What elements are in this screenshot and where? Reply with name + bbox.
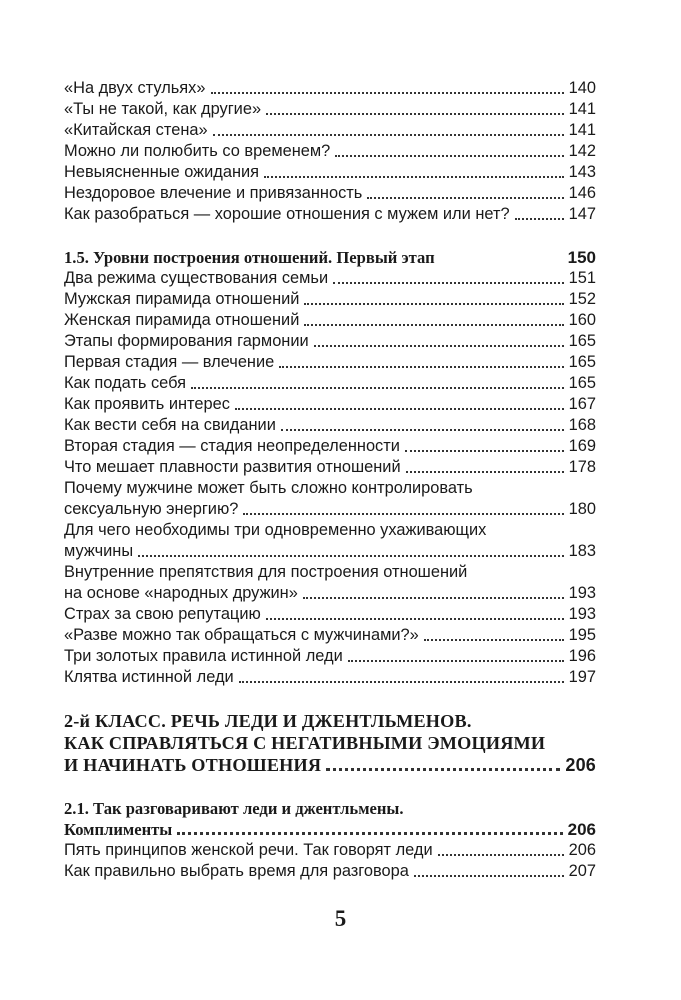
spacer xyxy=(64,688,596,710)
entry-title: Женская пирамида отношений xyxy=(64,311,300,329)
toc-entry[interactable] xyxy=(64,99,596,120)
entry-line: мужчины xyxy=(64,542,134,560)
toc-entry[interactable] xyxy=(64,457,596,478)
entry-title: Нездоровое влечение и привязанность xyxy=(64,184,363,202)
toc-entry[interactable] xyxy=(64,162,596,183)
page-ref: 207 xyxy=(568,862,596,880)
entry-title: Пять принципов женской речи. Так говорят леди xyxy=(64,841,433,859)
toc-entry[interactable] xyxy=(64,667,596,688)
entry-title: Как проявить интерес xyxy=(64,395,230,413)
toc-entry[interactable] xyxy=(64,436,596,457)
toc-group-3 xyxy=(64,604,596,688)
toc-entry-multiline[interactable] xyxy=(64,478,596,520)
toc-entry[interactable] xyxy=(64,415,596,436)
toc-group-1 xyxy=(64,78,596,225)
leader xyxy=(367,197,563,199)
leader xyxy=(438,854,564,856)
entry-title: «На двух стульях» xyxy=(64,79,206,97)
chapter-title-line: 2-й КЛАСС. РЕЧЬ ЛЕДИ И ДЖЕНТЛЬМЕНОВ. xyxy=(64,711,472,731)
entry-title: Как разобраться — хорошие отношения с мужем или нет? xyxy=(64,205,510,223)
toc-entry[interactable] xyxy=(64,331,596,352)
leader xyxy=(326,768,560,771)
entry-title: Как подать себя xyxy=(64,374,186,392)
toc-entry[interactable] xyxy=(64,78,596,99)
page-ref: 146 xyxy=(568,184,596,202)
page-ref: 140 xyxy=(568,79,596,97)
page-ref: 180 xyxy=(568,500,596,518)
toc-entry[interactable] xyxy=(64,141,596,162)
spacer xyxy=(64,225,596,247)
toc-entry[interactable] xyxy=(64,120,596,141)
section-heading-2-1[interactable] xyxy=(64,798,596,840)
page-ref: 150 xyxy=(567,248,596,267)
page-ref: 165 xyxy=(568,332,596,350)
page-ref: 167 xyxy=(568,395,596,413)
entry-title: «Китайская стена» xyxy=(64,121,208,139)
page-ref: 206 xyxy=(568,841,596,859)
entry-title: Два режима существования семьи xyxy=(64,269,329,287)
leader xyxy=(414,875,564,877)
page-ref: 193 xyxy=(568,605,596,623)
page-ref: 147 xyxy=(568,205,596,223)
section-title-line: 2.1. Так разговаривают леди и джентльмены. xyxy=(64,799,404,818)
page-number: 5 xyxy=(334,906,347,931)
page-ref: 168 xyxy=(568,416,596,434)
entry-title: Как правильно выбрать время для разговора xyxy=(64,862,409,880)
leader xyxy=(303,597,564,599)
page-ref: 165 xyxy=(568,353,596,371)
toc-entry[interactable] xyxy=(64,394,596,415)
entry-line: Внутренние препятствия для построения отношений xyxy=(64,563,468,581)
entry-title: Можно ли полюбить со временем? xyxy=(64,142,331,160)
toc-group-4 xyxy=(64,840,596,882)
page-ref: 151 xyxy=(568,269,596,287)
leader xyxy=(304,303,563,305)
leader xyxy=(138,555,564,557)
leader xyxy=(264,176,564,178)
entry-title: «Разве можно так обращаться с мужчинами?» xyxy=(64,626,419,644)
page-ref: 193 xyxy=(568,584,596,602)
entry-title: Что мешает плавности развития отношений xyxy=(64,458,401,476)
leader xyxy=(405,450,564,452)
entry-title: Мужская пирамида отношений xyxy=(64,290,300,308)
entry-title: Клятва истинной леди xyxy=(64,668,234,686)
leader xyxy=(304,324,563,326)
section-title: 1.5. Уровни построения отношений. Первый этап xyxy=(64,248,435,267)
page-ref: 160 xyxy=(568,311,596,329)
page-ref: 183 xyxy=(568,542,596,560)
toc-entry[interactable] xyxy=(64,861,596,882)
chapter-title-line: КАК СПРАВЛЯТЬСЯ С НЕГАТИВНЫМИ ЭМОЦИЯМИ xyxy=(64,733,546,753)
leader xyxy=(191,387,564,389)
entry-title: «Ты не такой, как другие» xyxy=(64,100,262,118)
toc-group-2 xyxy=(64,268,596,478)
leader xyxy=(213,134,564,136)
leader xyxy=(335,155,563,157)
toc-entry[interactable] xyxy=(64,352,596,373)
toc-entry[interactable] xyxy=(64,289,596,310)
leader xyxy=(424,639,564,641)
toc-entry[interactable] xyxy=(64,604,596,625)
entry-title: Вторая стадия — стадия неопределенности xyxy=(64,437,400,455)
page-ref: 165 xyxy=(568,374,596,392)
page-ref: 141 xyxy=(568,121,596,139)
page-ref: 143 xyxy=(568,163,596,181)
entry-line: Почему мужчине может быть сложно контролировать xyxy=(64,479,473,497)
leader xyxy=(279,366,563,368)
leader xyxy=(515,218,564,220)
section-title-line: Комплименты xyxy=(64,820,173,839)
entry-title: Этапы формирования гармонии xyxy=(64,332,309,350)
leader xyxy=(314,345,564,347)
leader xyxy=(266,618,564,620)
entry-line: Для чего необходимы три одновременно ухаживающих xyxy=(64,521,487,539)
leader xyxy=(333,282,564,284)
leader xyxy=(406,471,564,473)
entry-line: на основе «народных дружин» xyxy=(64,584,298,602)
toc-entry[interactable] xyxy=(64,373,596,394)
spacer xyxy=(64,776,596,798)
toc-entry-multiline[interactable] xyxy=(64,562,596,604)
toc-entry[interactable] xyxy=(64,268,596,289)
page-ref: 195 xyxy=(568,626,596,644)
page-ref: 152 xyxy=(568,290,596,308)
entry-title: Как вести себя на свидании xyxy=(64,416,276,434)
entry-title: Страх за свою репутацию xyxy=(64,605,261,623)
entry-title: Три золотых правила истинной леди xyxy=(64,647,343,665)
entry-line: сексуальную энергию? xyxy=(64,500,239,518)
page-ref: 197 xyxy=(568,668,596,686)
leader xyxy=(239,681,564,683)
toc-entry[interactable] xyxy=(64,840,596,861)
page-ref: 169 xyxy=(568,437,596,455)
toc-entry[interactable] xyxy=(64,646,596,667)
leader xyxy=(211,92,564,94)
leader xyxy=(177,832,562,835)
toc-entry[interactable] xyxy=(64,183,596,204)
leader xyxy=(243,513,563,515)
leader xyxy=(266,113,564,115)
leader xyxy=(235,408,564,410)
leader xyxy=(348,660,564,662)
toc-entry[interactable] xyxy=(64,625,596,646)
entry-title: Невыясненные ожидания xyxy=(64,163,260,181)
page-ref: 206 xyxy=(565,755,596,775)
leader xyxy=(281,429,564,431)
chapter-heading-2[interactable] xyxy=(64,710,596,776)
toc-entry[interactable] xyxy=(64,310,596,331)
entry-title: Первая стадия — влечение xyxy=(64,353,275,371)
table-of-contents xyxy=(64,78,596,882)
page-ref: 178 xyxy=(568,458,596,476)
page-ref: 196 xyxy=(568,647,596,665)
chapter-title-line: И НАЧИНАТЬ ОТНОШЕНИЯ xyxy=(64,755,322,775)
toc-entry[interactable] xyxy=(64,204,596,225)
page-ref: 142 xyxy=(568,142,596,160)
section-heading-1-5[interactable] xyxy=(64,247,596,268)
toc-entry-multiline[interactable] xyxy=(64,520,596,562)
page-ref: 141 xyxy=(568,100,596,118)
page-ref: 206 xyxy=(567,820,596,839)
